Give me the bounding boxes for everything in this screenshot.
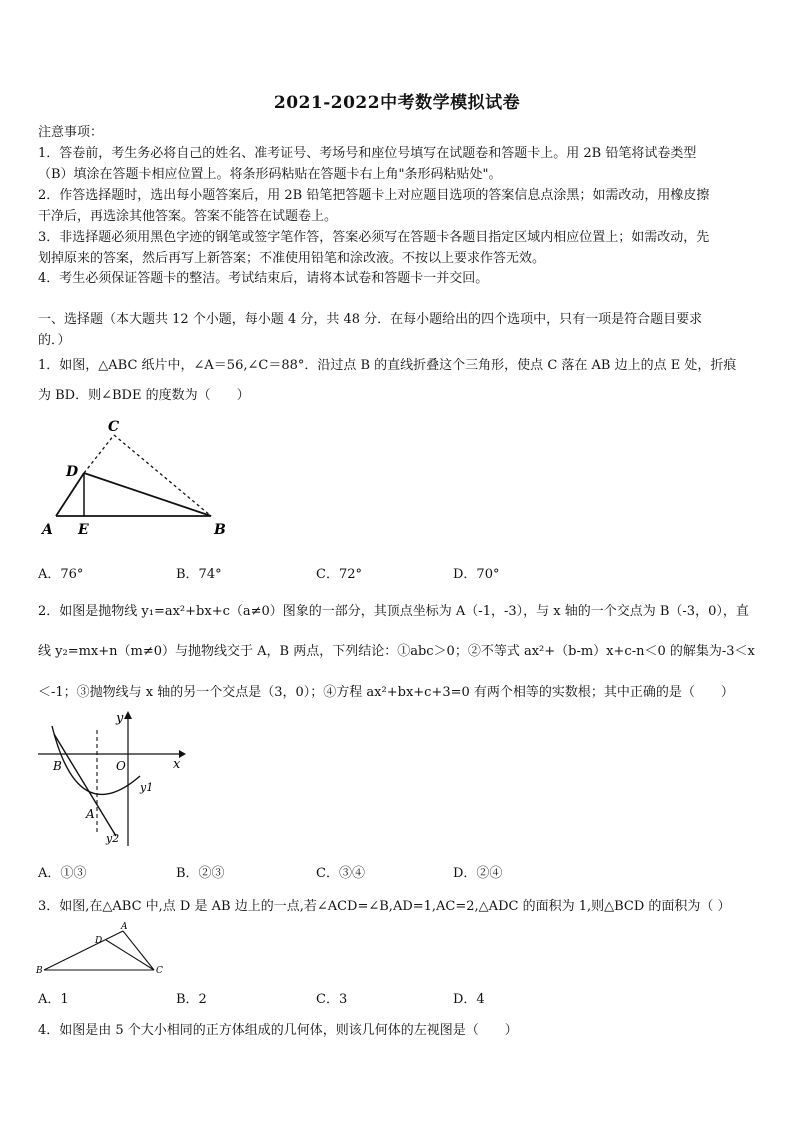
q1-option-a[interactable]: A．76° — [38, 567, 84, 582]
q3-edge-DC — [106, 940, 154, 970]
q1-option-c[interactable]: C．72° — [316, 567, 362, 582]
q2-stem-cont: ＜-1；③抛物线与 x 轴的另一个交点是（3，0）；④方程 ax²+bx+c+3=0 有两个相等的实数根；其中正确的是（ ） — [38, 685, 734, 700]
q1-label-E: E — [78, 522, 89, 538]
notice-line: 干净后，再选涂其他答案。答案不能答在试题卷上。 — [38, 209, 338, 224]
q1-stem: 1．如图，△ABC 纸片中，∠A＝56,∠C＝88°．沿过点 B 的直线折叠这个三角形，使点 C 落在 AB 边上的点 E 处，折痕 — [38, 358, 737, 373]
q2-stem-cont: 线 y₂=mx+n（m≠0）与抛物线交于 A，B 两点，下列结论：①abc＞0；②不等式 ax²+（b-m）x+c-n＜0 的解集为-3＜x — [38, 644, 755, 659]
q3-label-D: D — [95, 936, 103, 946]
q1-edge-DB — [84, 473, 211, 516]
notice-line: 划掉原来的答案，然后再写上新答案；不准使用铅笔和涂改液。不按以上要求作答无效。 — [38, 251, 546, 266]
notice-line: 2．作答选择题时，选出每小题答案后，用 2B 铅笔把答题卡上对应题目选项的答案信息点涂黑；如需改动，用橡皮擦 — [38, 188, 710, 203]
q2-figure — [36, 708, 191, 853]
q2-line-y2 — [54, 734, 116, 836]
page-title: 2021-2022中考数学模拟试卷 — [273, 93, 521, 113]
q1-option-d[interactable]: D．70° — [453, 567, 500, 582]
q2-option-d[interactable]: D．②④ — [453, 866, 503, 881]
q2-label-y1: y1 — [140, 781, 154, 794]
q1-edge-DC — [84, 435, 114, 473]
q1-figure — [36, 415, 236, 540]
q3-label-B: B — [36, 966, 43, 976]
q2-label-A: A — [86, 807, 95, 821]
q3-edge-BA — [44, 931, 123, 970]
q2-label-y2: y2 — [106, 832, 120, 845]
q2-label-x: x — [173, 757, 181, 772]
q2-option-b[interactable]: B．②③ — [176, 866, 225, 881]
notice-heading: 注意事项： — [38, 125, 104, 140]
notice-line: 3．非选择题必须用黑色字迹的钢笔或签字笔作答，答案必须写在答题卡各题目指定区域内相应位置上；如需改动，先 — [38, 230, 710, 245]
q2-y-arrow — [124, 711, 132, 719]
q2-option-a[interactable]: A．①③ — [38, 866, 87, 881]
q2-parabola — [52, 726, 140, 794]
section-heading: 一、选择题（本大题共 12 个小题，每小题 4 分，共 48 分．在每小题给出的四个选项中，只有一项是符合题目要求 — [38, 312, 703, 327]
q2-label-y: y — [116, 711, 124, 726]
q2-label-O: O — [116, 759, 126, 773]
q3-edge-AC — [123, 931, 154, 970]
q1-edge-CB — [114, 435, 211, 516]
q1-label-C: C — [108, 419, 120, 435]
q3-figure — [34, 918, 174, 980]
q3-option-d[interactable]: D．4 — [453, 992, 485, 1007]
q4-stem: 4．如图是由 5 个大小相同的正方体组成的几何体，则该几何体的左视图是（ ） — [38, 1023, 518, 1038]
section-heading-cont: 的．） — [38, 333, 71, 348]
q2-option-c[interactable]: C．③④ — [316, 866, 365, 881]
notice-line: 1．答卷前，考生务必将自己的姓名、准考证号、考场号和座位号填写在试题卷和答题卡上。用 2B 铅笔将试卷类型 — [38, 146, 697, 161]
q1-label-A: A — [42, 522, 53, 538]
q3-stem: 3．如图,在△ABC 中,点 D 是 AB 边上的一点,若∠ACD=∠B,AD=1,AC=2,△ADC 的面积为 1,则△BCD 的面积为（ ） — [38, 899, 731, 914]
notice-line: 4．考生必须保证答题卡的整洁。考试结束后，请将本试卷和答题卡一并交回。 — [38, 271, 489, 286]
q3-label-C: C — [156, 966, 163, 976]
q1-stem-cont: 为 BD．则∠BDE 的度数为（ ） — [38, 388, 250, 403]
q3-option-a[interactable]: A．1 — [38, 992, 69, 1007]
q1-option-b[interactable]: B．74° — [176, 567, 222, 582]
q2-stem: 2．如图是抛物线 y₁=ax²+bx+c（a≠0）图象的一部分，其顶点坐标为 A（-1，-3），与 x 轴的一个交点为 B（-3，0），直 — [38, 604, 749, 619]
q3-option-c[interactable]: C．3 — [316, 992, 348, 1007]
q1-label-D: D — [66, 464, 79, 480]
q1-label-B: B — [214, 522, 226, 538]
q3-label-A: A — [121, 922, 128, 932]
q3-option-b[interactable]: B．2 — [176, 992, 207, 1007]
notice-line: （B）填涂在答题卡相应位置上。将条形码粘贴在答题卡右上角"条形码粘贴处"。 — [38, 167, 502, 182]
q2-label-B: B — [53, 759, 62, 773]
